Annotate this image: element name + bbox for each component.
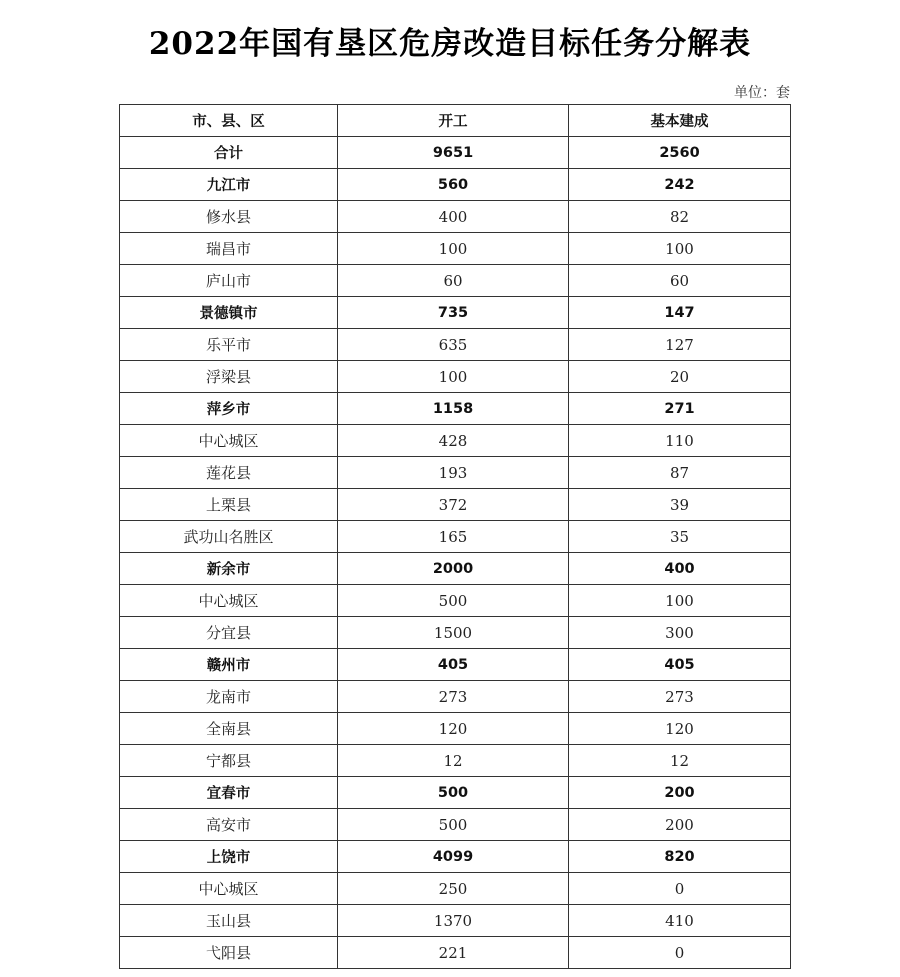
region-cell: 龙南市 — [120, 681, 338, 713]
table-row — [120, 905, 791, 937]
region-cell: 瑞昌市 — [120, 233, 338, 265]
task-breakdown-table — [119, 104, 791, 969]
table-row-subtotal — [120, 137, 791, 169]
table-row — [120, 329, 791, 361]
table-row-subtotal — [120, 553, 791, 585]
region-cell: 玉山县 — [120, 905, 338, 937]
start-cell: 560 — [338, 169, 569, 201]
table-row-subtotal — [120, 297, 791, 329]
header-region: 市、县、区 — [120, 105, 338, 137]
start-cell: 9651 — [338, 137, 569, 169]
region-cell: 宁都县 — [120, 745, 338, 777]
header-start: 开工 — [338, 105, 569, 137]
completed-cell: 410 — [569, 905, 791, 937]
table-row — [120, 361, 791, 393]
completed-cell: 0 — [569, 873, 791, 905]
region-cell: 宜春市 — [120, 777, 338, 809]
start-cell: 500 — [338, 585, 569, 617]
start-cell: 405 — [338, 649, 569, 681]
completed-cell: 12 — [569, 745, 791, 777]
region-cell: 上饶市 — [120, 841, 338, 873]
start-cell: 400 — [338, 201, 569, 233]
start-cell: 1370 — [338, 905, 569, 937]
region-cell: 全南县 — [120, 713, 338, 745]
completed-cell: 20 — [569, 361, 791, 393]
table-row-subtotal — [120, 649, 791, 681]
start-cell: 428 — [338, 425, 569, 457]
start-cell: 4099 — [338, 841, 569, 873]
start-cell: 120 — [338, 713, 569, 745]
start-cell: 165 — [338, 521, 569, 553]
region-cell: 高安市 — [120, 809, 338, 841]
completed-cell: 271 — [569, 393, 791, 425]
region-cell: 景德镇市 — [120, 297, 338, 329]
region-cell: 庐山市 — [120, 265, 338, 297]
table-header-row — [120, 105, 791, 137]
region-cell: 新余市 — [120, 553, 338, 585]
table-row — [120, 233, 791, 265]
start-cell: 60 — [338, 265, 569, 297]
completed-cell: 147 — [569, 297, 791, 329]
completed-cell: 60 — [569, 265, 791, 297]
start-cell: 735 — [338, 297, 569, 329]
start-cell: 500 — [338, 809, 569, 841]
start-cell: 2000 — [338, 553, 569, 585]
completed-cell: 400 — [569, 553, 791, 585]
completed-cell: 273 — [569, 681, 791, 713]
completed-cell: 300 — [569, 617, 791, 649]
completed-cell: 82 — [569, 201, 791, 233]
start-cell: 100 — [338, 361, 569, 393]
completed-cell: 39 — [569, 489, 791, 521]
completed-cell: 127 — [569, 329, 791, 361]
region-cell: 中心城区 — [120, 585, 338, 617]
completed-cell: 2560 — [569, 137, 791, 169]
region-cell: 弋阳县 — [120, 937, 338, 969]
table-row-subtotal — [120, 777, 791, 809]
region-cell: 莲花县 — [120, 457, 338, 489]
completed-cell: 100 — [569, 585, 791, 617]
region-cell: 乐平市 — [120, 329, 338, 361]
region-cell: 九江市 — [120, 169, 338, 201]
completed-cell: 87 — [569, 457, 791, 489]
start-cell: 12 — [338, 745, 569, 777]
document-title: 2022年国有垦区危房改造目标任务分解表 — [148, 26, 752, 62]
table-row — [120, 457, 791, 489]
completed-cell: 100 — [569, 233, 791, 265]
start-cell: 273 — [338, 681, 569, 713]
table-row — [120, 873, 791, 905]
start-cell: 1158 — [338, 393, 569, 425]
completed-cell: 110 — [569, 425, 791, 457]
start-cell: 1500 — [338, 617, 569, 649]
start-cell: 250 — [338, 873, 569, 905]
completed-cell: 200 — [569, 777, 791, 809]
start-cell: 635 — [338, 329, 569, 361]
table-row-subtotal — [120, 169, 791, 201]
table-row — [120, 265, 791, 297]
table-row — [120, 937, 791, 969]
completed-cell: 0 — [569, 937, 791, 969]
region-cell: 修水县 — [120, 201, 338, 233]
region-cell: 分宜县 — [120, 617, 338, 649]
start-cell: 221 — [338, 937, 569, 969]
region-cell: 赣州市 — [120, 649, 338, 681]
start-cell: 372 — [338, 489, 569, 521]
table-row — [120, 489, 791, 521]
completed-cell: 820 — [569, 841, 791, 873]
region-cell: 上栗县 — [120, 489, 338, 521]
table-row — [120, 585, 791, 617]
region-cell: 武功山名胜区 — [120, 521, 338, 553]
unit-label: 单位：套 — [734, 85, 790, 101]
completed-cell: 242 — [569, 169, 791, 201]
table-row — [120, 617, 791, 649]
completed-cell: 35 — [569, 521, 791, 553]
region-cell: 中心城区 — [120, 873, 338, 905]
table-row-subtotal — [120, 841, 791, 873]
completed-cell: 120 — [569, 713, 791, 745]
table-row — [120, 809, 791, 841]
table-row — [120, 521, 791, 553]
region-cell: 萍乡市 — [120, 393, 338, 425]
completed-cell: 200 — [569, 809, 791, 841]
table-row — [120, 745, 791, 777]
region-cell: 合计 — [120, 137, 338, 169]
table-row — [120, 713, 791, 745]
table-row-subtotal — [120, 393, 791, 425]
region-cell: 中心城区 — [120, 425, 338, 457]
table-body — [120, 137, 791, 969]
region-cell: 浮梁县 — [120, 361, 338, 393]
start-cell: 193 — [338, 457, 569, 489]
completed-cell: 405 — [569, 649, 791, 681]
start-cell: 500 — [338, 777, 569, 809]
table-row — [120, 681, 791, 713]
start-cell: 100 — [338, 233, 569, 265]
table-row — [120, 425, 791, 457]
table-row — [120, 201, 791, 233]
header-completed: 基本建成 — [569, 105, 791, 137]
